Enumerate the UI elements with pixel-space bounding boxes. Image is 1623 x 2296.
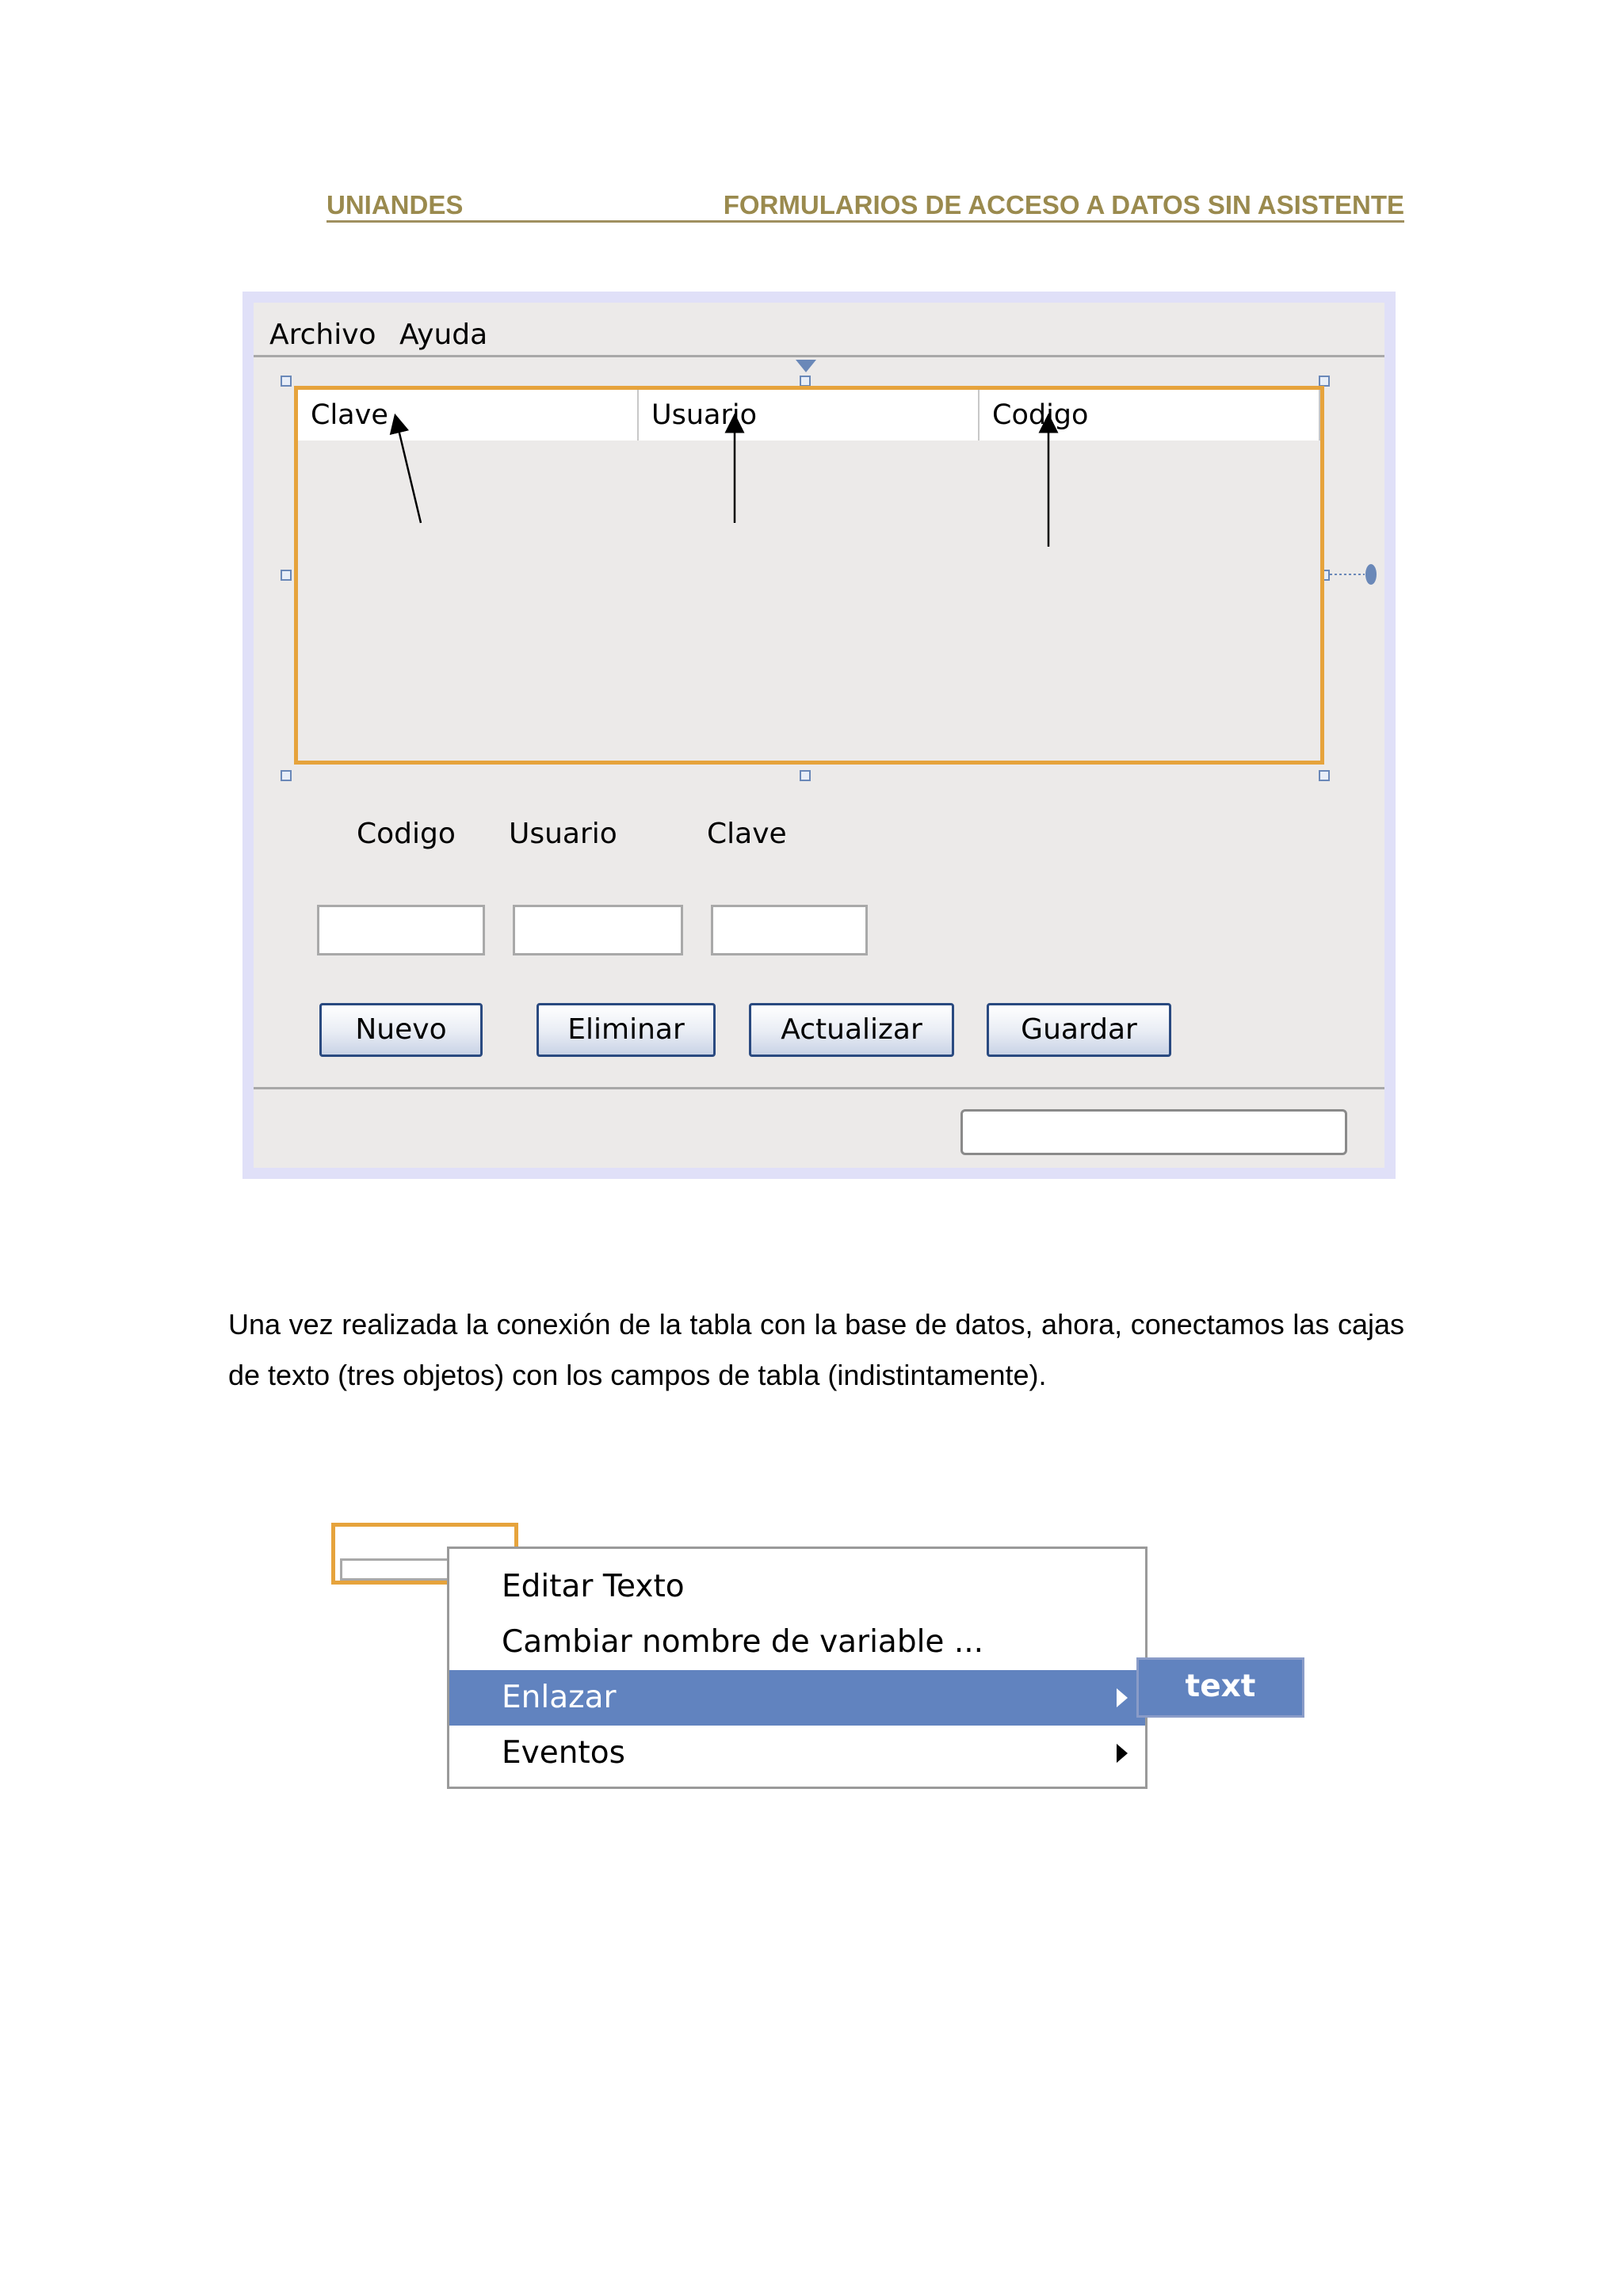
actualizar-button[interactable]: Actualizar bbox=[749, 1003, 954, 1057]
eliminar-button[interactable]: Eliminar bbox=[537, 1003, 716, 1057]
body-paragraph: Una vez realizada la conexión de la tabla con la base de datos, ahora, conectamos las cajas de texto (tres objetos) con los campos de tabla (indistintamente). bbox=[228, 1308, 1404, 1391]
menu-archivo[interactable]: Archivo bbox=[269, 318, 376, 351]
menu-item-label: Cambiar nombre de variable ... bbox=[502, 1624, 984, 1660]
submenu-text-item[interactable]: text bbox=[1136, 1657, 1304, 1718]
menu-item-label: Enlazar bbox=[502, 1680, 617, 1715]
column-header-usuario[interactable]: Usuario bbox=[639, 390, 980, 441]
menu-eventos[interactable] bbox=[449, 1726, 1145, 1781]
codigo-input[interactable] bbox=[317, 905, 485, 955]
menu-item-label: Eventos bbox=[502, 1735, 625, 1771]
label-clave: Clave bbox=[707, 818, 787, 850]
status-field[interactable] bbox=[960, 1109, 1347, 1155]
menu-enlazar[interactable] bbox=[449, 1670, 1145, 1726]
menu-editar-texto[interactable] bbox=[449, 1559, 1145, 1615]
usuario-input[interactable] bbox=[513, 905, 683, 955]
submenu-arrow-icon bbox=[1117, 1744, 1128, 1763]
form-window bbox=[254, 303, 1384, 1168]
text-field-preview bbox=[340, 1558, 457, 1581]
guardar-button[interactable]: Guardar bbox=[987, 1003, 1171, 1057]
header-left: UNIANDES bbox=[327, 190, 464, 219]
column-header-clave[interactable]: Clave bbox=[298, 390, 639, 441]
menu-cambiar-nombre[interactable] bbox=[449, 1615, 1145, 1670]
label-usuario: Usuario bbox=[509, 818, 617, 850]
status-divider bbox=[254, 1087, 1384, 1089]
header-right: FORMULARIOS DE ACCESO A DATOS SIN ASISTENTE bbox=[723, 190, 1404, 219]
nuevo-button[interactable]: Nuevo bbox=[319, 1003, 483, 1057]
context-menu bbox=[447, 1547, 1148, 1789]
clave-input[interactable] bbox=[711, 905, 868, 955]
arrow-to-clave bbox=[397, 423, 421, 523]
label-codigo: Codigo bbox=[357, 818, 456, 850]
form-designer-screenshot bbox=[242, 292, 1396, 1179]
page-header bbox=[327, 190, 1404, 223]
submenu-arrow-icon bbox=[1117, 1688, 1128, 1707]
annotation-arrows bbox=[254, 303, 1379, 778]
menu-ayuda[interactable]: Ayuda bbox=[399, 318, 488, 351]
menu-item-label: Editar Texto bbox=[502, 1569, 685, 1604]
column-header-codigo[interactable]: Codigo bbox=[980, 390, 1320, 441]
